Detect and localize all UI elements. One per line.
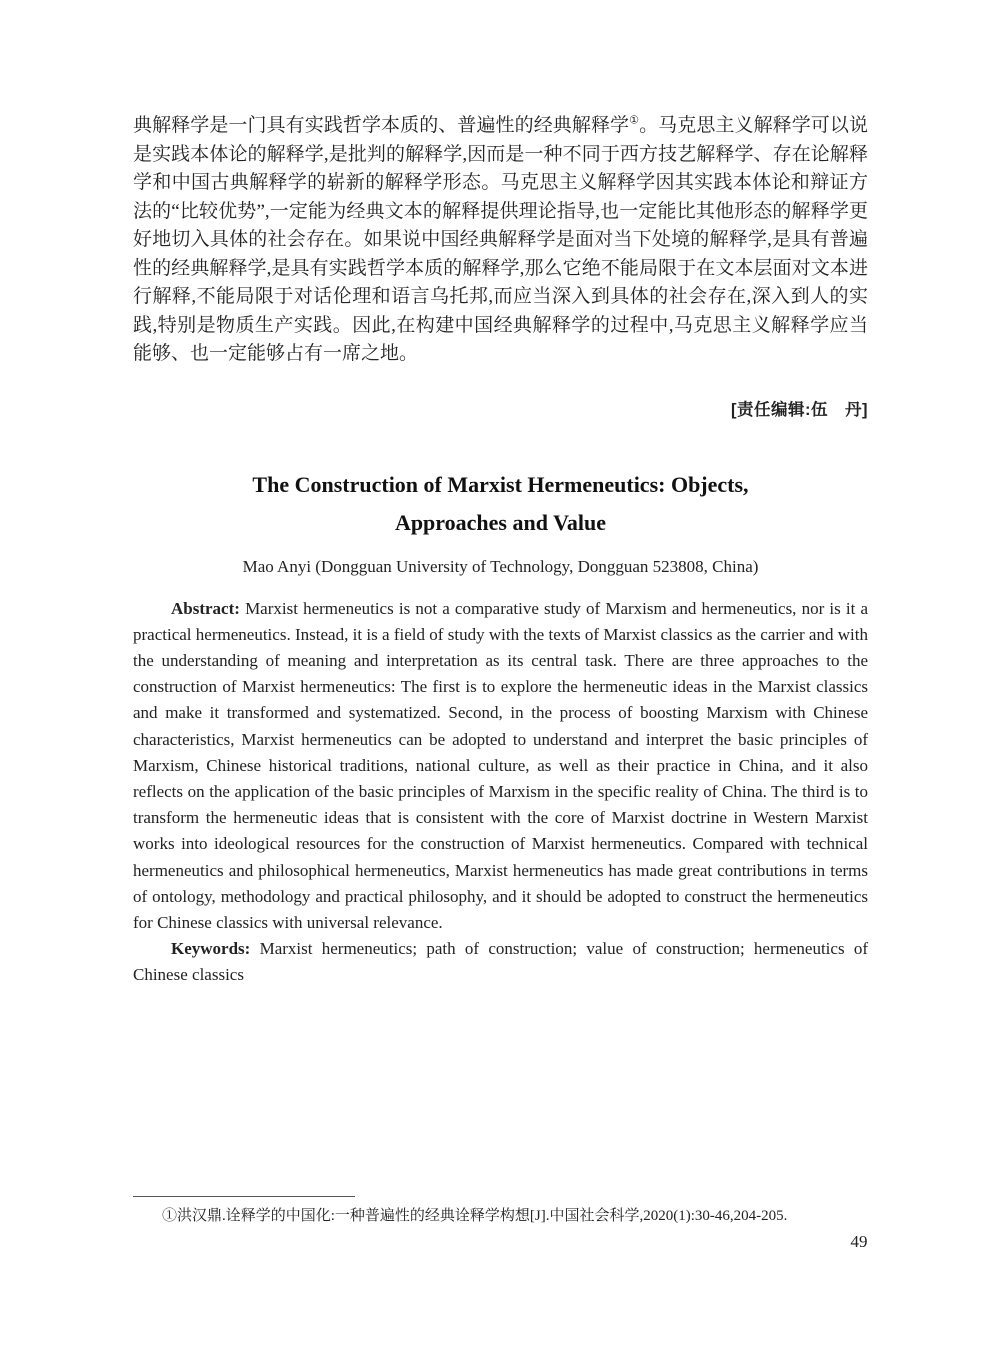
footnote-divider xyxy=(133,1196,355,1197)
paragraph-text-before-ref: 典解释学是一门具有实践哲学本质的、普遍性的经典解释学 xyxy=(133,115,630,136)
abstract-label: Abstract: xyxy=(171,598,240,618)
article-title-line-2: Approaches and Value xyxy=(394,509,607,535)
editor-credit: [责任编辑:伍 丹] xyxy=(731,400,868,419)
footnote-ref-mark: ① xyxy=(629,114,640,127)
abstract-text: Marxist hermeneutics is not a comparative study of Marxism and hermeneutics, nor is it a practical hermeneutics. Instead, it is a field of study with the texts of Marxist classics as the carrier and with the understanding of meaning and interpretation as its central task. There are three approaches to the construction of Marxist hermeneutics: The first is to explore the hermeneutic ideas in the Marxist classics and make it transformed and systematized. Second, in the process of boosting Marxism with Chinese characteristics, Marxist hermeneutics can be adopted to understand and interpret the basic principles of Marxism, Chinese historical traditions, national culture, as well as their practice in China, and it also reflects on the application of the basic principles of Marxism in the specific reality of China. The third is to transform the hermeneutic ideas that is consistent with the core of Marxist doctrine in Western Marxist works into ideological resources for the construction of Marxist hermeneutics. Compared with technical hermeneutics and philosophical hermeneutics, Marxist hermeneutics has made great contributions in terms of ontology, methodology and practical philosophy, and it should be adopted to construct the hermeneutics for Chinese classics with universal relevance. xyxy=(133,598,868,932)
footnote-area xyxy=(133,1196,868,1227)
article-title-line-1: The Construction of Marxist Hermeneutics: Objects, xyxy=(252,471,749,497)
article-title-english xyxy=(133,466,868,542)
keywords-paragraph xyxy=(133,936,868,988)
footnote-text: ①洪汉鼎.诠释学的中国化:一种普遍性的经典诠释学构想[J].中国社会科学,2020(1):30-46,204-205. xyxy=(162,1208,788,1224)
abstract-paragraph xyxy=(133,596,868,937)
keywords-label: Keywords: xyxy=(171,939,251,959)
keywords-text: Marxist hermeneutics; path of construction; value of construction; hermeneutics of Chinese classics xyxy=(133,939,868,985)
author-affiliation-line: Mao Anyi (Dongguan University of Technology, Dongguan 523808, China) xyxy=(242,556,759,576)
page-content xyxy=(133,112,868,989)
page-number: 49 xyxy=(850,1232,868,1251)
body-continuation-paragraph xyxy=(133,112,868,369)
paragraph-text-after-ref: 。马克思主义解释学可以说是实践本体论的解释学,是批判的解释学,因而是一种不同于西方技艺解释学、存在论解释学和中国古典解释学的崭新的解释学形态。马克思主义解释学因其实践本体论和辩证方法的“比较优势”,一定能为经典文本的解释提供理论指导,也一定能比其他形态的解释学更好地切入具体的社会存在。如果说中国经典解释学是面对当下处境的解释学,是具有普遍性的经典解释学,是具有实践哲学本质的解释学,那么它绝不能局限于在文本层面对文本进行解释,不能局限于对话伦理和语言乌托邦,而应当深入到具体的社会存在,深入到人的实践,特别是物质生产实践。因此,在构建中国经典解释学的过程中,马克思主义解释学应当能够、也一定能够占有一席之地。 xyxy=(133,115,868,364)
